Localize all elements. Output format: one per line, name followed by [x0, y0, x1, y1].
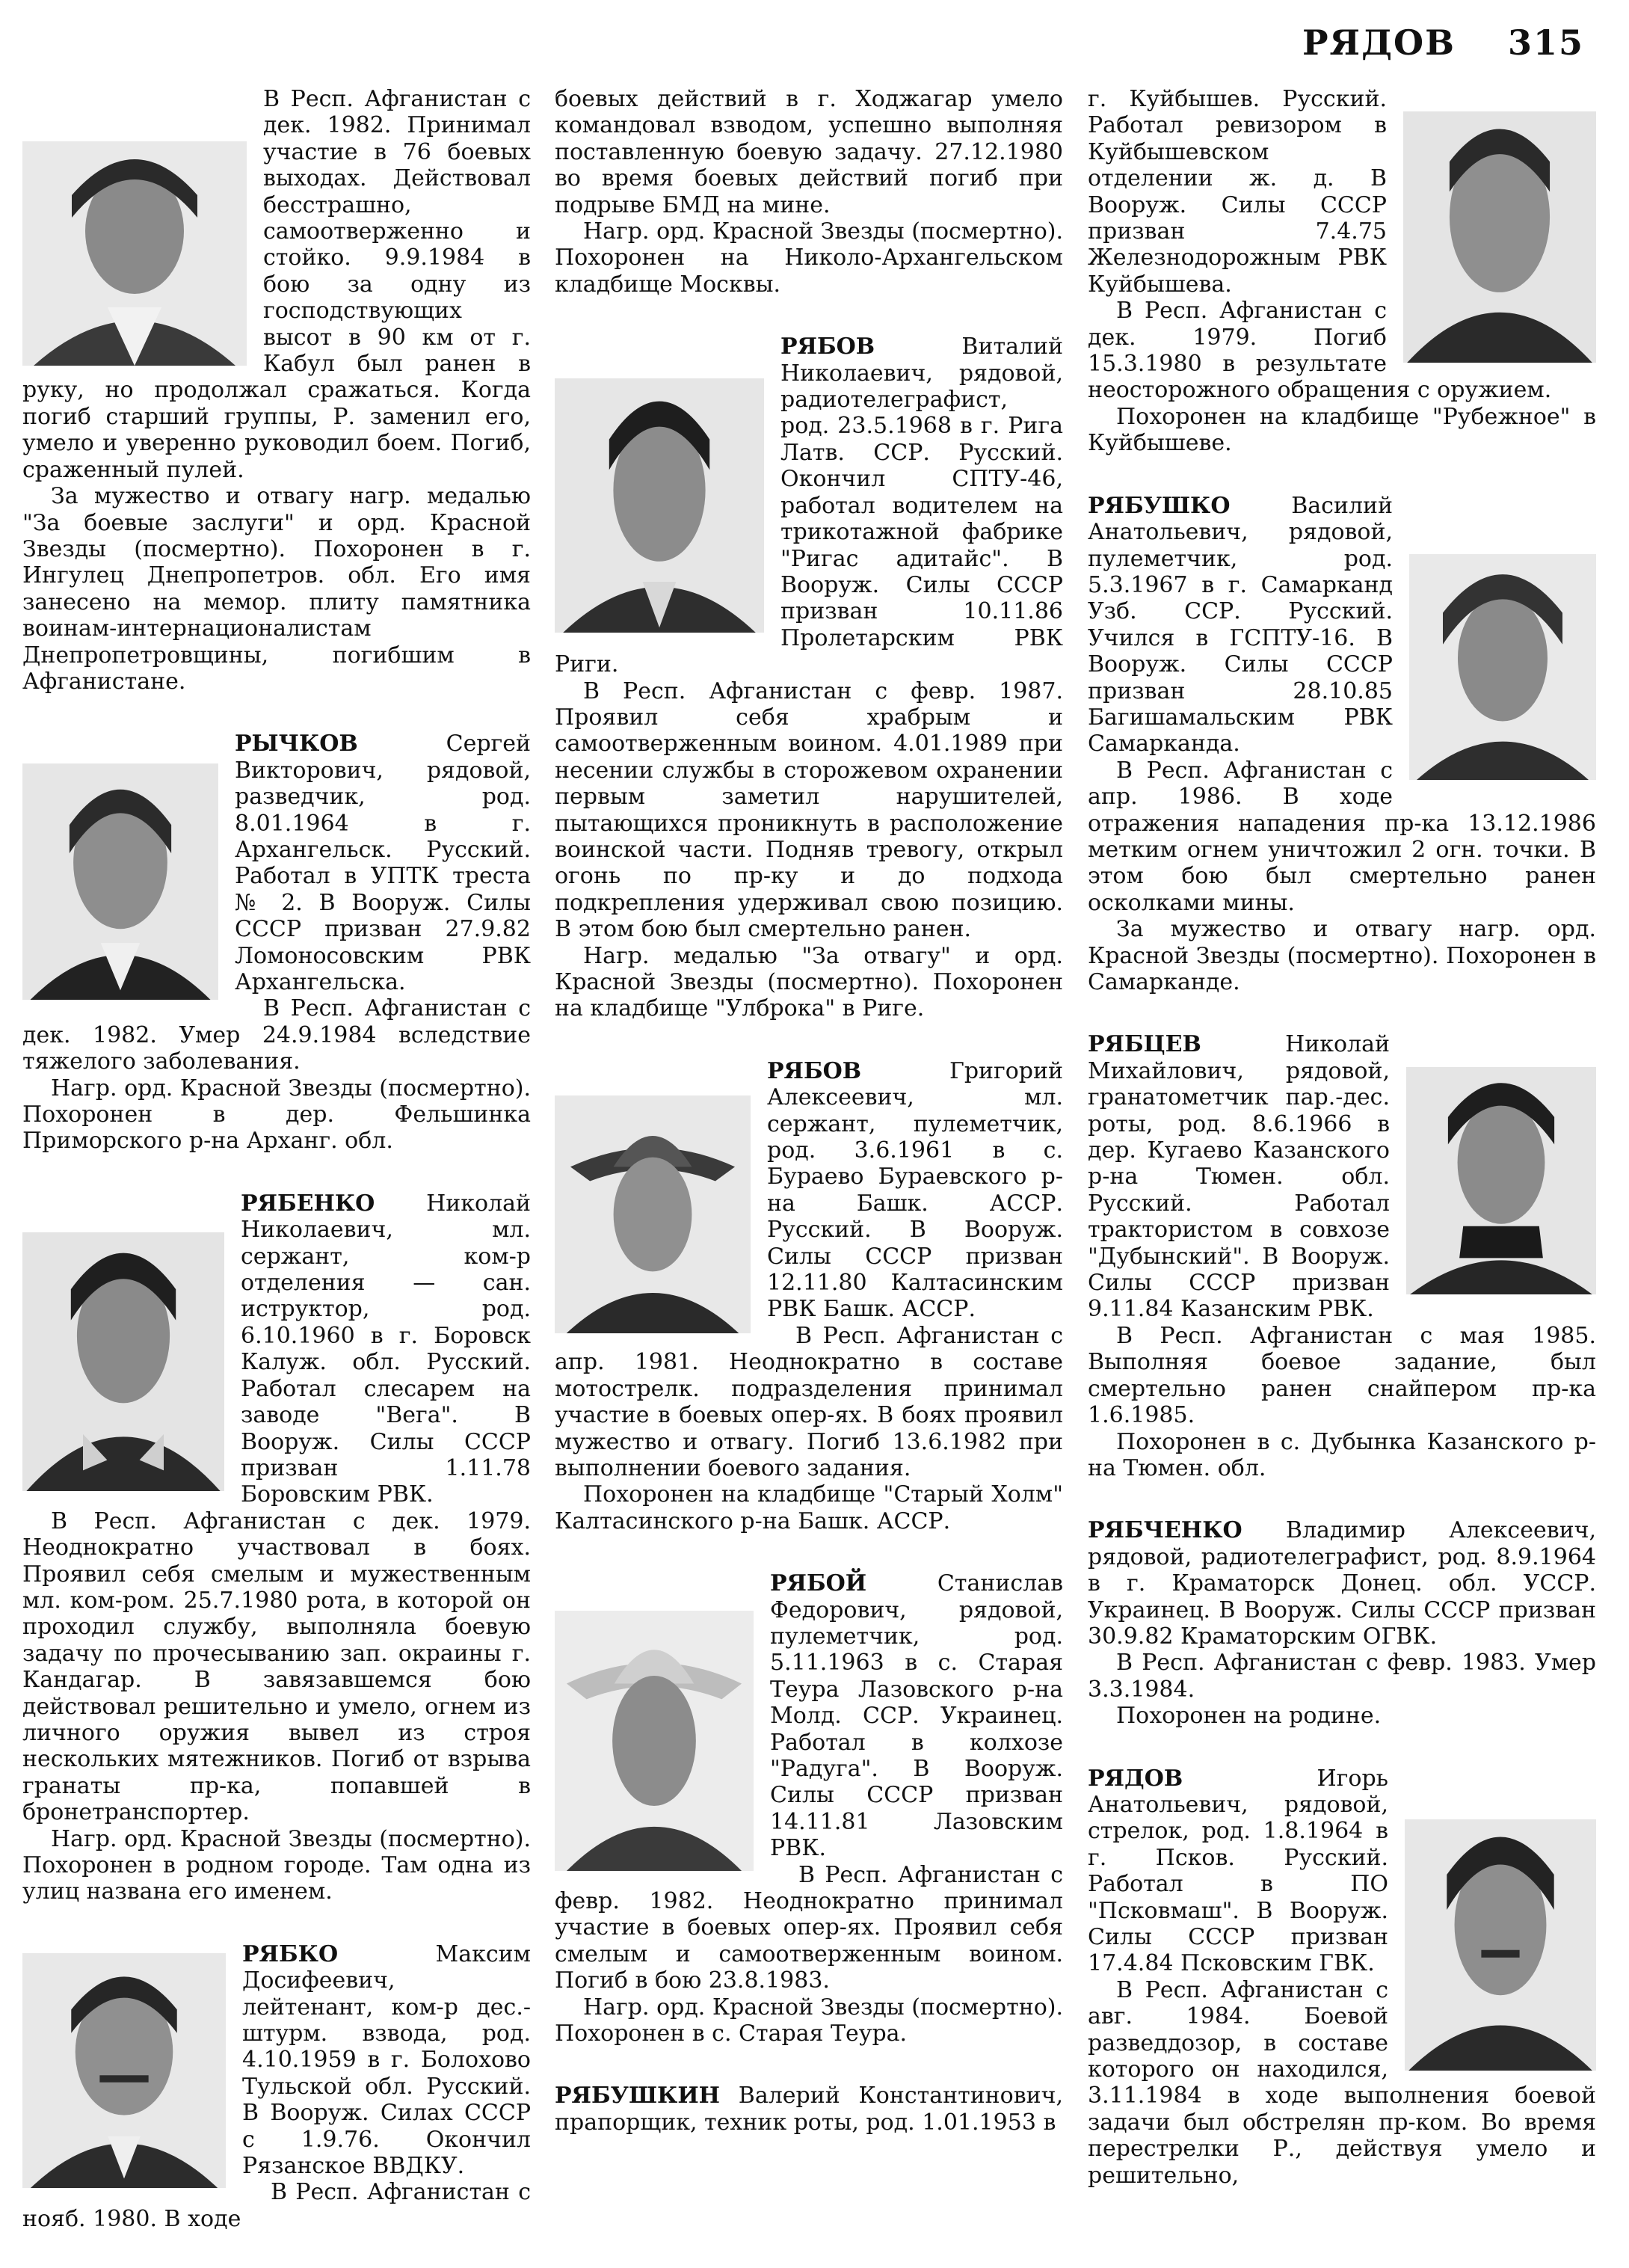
entry-head: Григорий Алексеевич, мл. сержант, пулеметчик, род. 3.6.1961 в с. Бураево Бураевского р-на Башк. АССР. Русский. В Вооруж. Силы СССР призван 12.11.80 Калтасинским РВК Башк. АССР.	[767, 1057, 1063, 1323]
paragraph: В Респ. Афганистан с дек. 1979. Погиб 15.3.1980 в результате неосторожного обращения с оружием.	[1088, 298, 1552, 404]
column-3	[1088, 86, 1596, 2225]
entry-head: Максим Досифеевич, лейтенант, ком-р дес.-штурм. взвода, род. 4.10.1959 в г. Болохово Тульской обл. Русский. В Вооруж. Силах СССР с 1.9.76. Окончил Рязанское ВВДКУ.	[242, 1940, 531, 2180]
entry-ryaboy	[555, 1570, 1063, 2047]
paragraph: В Респ. Афганистан с авг. 1984. Боевой разведдозор, в составе которого он находился, 3.11.1984 в ходе выполнения боевой задачи был обстрелян пр-ком. Во время перестрелки Р., действуя умело и решительно,	[1088, 1976, 1596, 2189]
entry-surname: РЯБУШКО	[1088, 492, 1231, 519]
entry-ryabtsev	[1088, 1031, 1596, 1481]
paragraph: Нагр. орд. Красной Звезды (посмертно). Похоронен в с. Старая Теура.	[555, 1994, 1063, 2047]
portrait-photo	[1409, 554, 1596, 780]
paragraph: В Респ. Афганистан с нояб. 1980. В ходе	[22, 2179, 531, 2232]
column-2	[555, 86, 1063, 2172]
entry-ryabov-grigoriy	[555, 1058, 1063, 1534]
portrait-photo	[22, 1953, 226, 2188]
entry-surname: РЯДОВ	[1088, 1765, 1183, 1792]
paragraph: Похоронен на кладбище "Рубежное" в Куйбышеве.	[1088, 403, 1596, 457]
portrait-photo	[1405, 1819, 1596, 2071]
entry-head: Валерий Константинович, прапорщик, техник роты, род. 1.01.1953 в	[555, 2083, 1063, 2136]
portrait-photo	[555, 1095, 751, 1333]
paragraph: В Респ. Афганистан с дек. 1982. Умер 24.9.1984 вследствие тяжелого заболевания.	[22, 995, 531, 1075]
entry-head: Виталий Николаевич, рядовой, радиотелеграфист, род. 23.5.1968 в г. Рига Латв. ССР. Русский. Окончил СПТУ-46, работал водителем на трикотажной фабрике "Ригас адитайс". В Вооруж. Силы СССР призван 10.11.86 Пролетарским РВК Риги.	[555, 334, 1063, 678]
paragraph: В Респ. Афганистан с дек. 1979. Неоднократно участвовал в боях. Проявил себя смелым и мужественным мл. ком-ром. 25.7.1980 рота, в которой он проходил службу, выполняла боевую задачу по прочесыванию зап. окраины г. Кандагар. В завязавшемся бою действовал решительно и умело, огнем из личного оружия вывел из строя нескольких мятежников. Погиб от взрыва гранаты пр-ка, попавшей в бронетранспортер.	[22, 1508, 531, 1826]
entry-surname: РЯБЦЕВ	[1088, 1031, 1201, 1058]
paragraph: В Респ. Афганистан с февр. 1983. Умер 3.3.1984.	[1088, 1650, 1596, 1703]
paragraph: В Респ. Афганистан с мая 1985. Выполняя боевое задание, был смертельно ранен снайпером пр-ка 1.6.1985.	[1088, 1322, 1596, 1429]
entry-ryabov-vitaliy	[555, 334, 1063, 1022]
entry-head: Игорь Анатольевич, рядовой, стрелок, род. 1.8.1964 в г. Псков. Русский. Работал в ПО "Псковмаш". В Вооруж. Силы СССР призван 17.4.84 Псковским ГВК.	[1088, 1765, 1388, 1977]
running-head	[1302, 22, 1584, 63]
entry-surname: РЯБОВ	[780, 334, 875, 360]
entry-head: Владимир Алексеевич, рядовой, радиотелеграфист, род. 8.9.1964 в г. Краматорск Донец. обл. УССР. Украинец. В Вооруж. Силы СССР призван 30.9.82 Краматорским ОГВК.	[1088, 1517, 1596, 1650]
paragraph: Нагр. орд. Красной Звезды (посмертно). Похоронен на Николо-Архангельском кладбище Москвы.	[555, 218, 1063, 298]
paragraph: В Респ. Афганистан с апр. 1986. В ходе отражения нападения пр-ка 13.12.1986 метким огнем уничтожил 2 огн. точки. В этом бою был смертельно ранен осколками мины.	[1088, 757, 1596, 916]
entry-head: Николай Николаевич, мл. сержант, ком-р отделения — сан. иструктор, род. 6.10.1960 в г. Боровск Калуж. обл. Русский. Работал слесарем на заводе "Вега". В Вооруж. Силы СССР призван 1.11.78 Боровским РВК.	[241, 1190, 531, 1508]
paragraph: Похоронен на кладбище "Старый Холм" Калтасинского р-на Башк. АССР.	[555, 1481, 1063, 1534]
portrait-photo	[22, 1232, 224, 1491]
entry-head: Николай Михайлович, рядовой, гранатометчик пар.-дес. роты, род. 8.6.1966 в дер. Кугаево Казанского р-на Тюмен. обл. Русский. Работал трактористом в совхозе "Дубынский". В Вооруж. Силы СССР призван 9.11.84 Казанским РВК.	[1088, 1031, 1390, 1323]
paragraph: Похоронен на родине.	[1116, 1703, 1382, 1730]
entry-head: Станислав Федорович, рядовой, пулеметчик, род. 5.11.1963 в с. Старая Теура Лазовского р-на Молд. ССР. Украинец. Работал в колхозе "Радуга". В Вооруж. Силы СССР призван 14.11.81 Лазовским РВК.	[770, 1570, 1063, 1862]
paragraph: В Респ. Афганистан с апр. 1981. Неоднократно в составе мотострелк. подразделения принимал участие в боевых опер-ях. В боях проявил мужество и отвагу. Погиб 13.6.1982 при выполнении боевого задания.	[555, 1322, 1063, 1481]
portrait-photo	[555, 1611, 754, 1871]
entry-ryabushko	[1088, 493, 1596, 996]
entry-ryabchenko	[1088, 1517, 1596, 1729]
entry-surname: РЯБОВ	[767, 1057, 862, 1084]
entry-ryadov	[1088, 1765, 1596, 2189]
paragraph: За мужество и отвагу нагр. медалью "За боевые заслуги" и орд. Красной Звезды (посмертно). Похоронен в г. Ингулец Днепропетров. обл. Его имя занесено на мемор. плиту памятника воинам-интернационалистам Днепропетровщины, погибшим в Афганистане.	[22, 483, 531, 695]
entry-surname: РЯБЧЕНКО	[1088, 1517, 1242, 1544]
entry-continued	[1088, 86, 1596, 457]
column-1	[22, 86, 531, 2268]
portrait-photo	[1406, 1067, 1596, 1294]
paragraph: боевых действий в г. Ходжагар умело командовал взводом, успешно выполняя поставленную боевую задачу. 27.12.1980 во время боевых действий погиб при подрыве БМД на мине.	[555, 86, 1063, 218]
portrait-photo	[555, 378, 764, 633]
paragraph: Нагр. орд. Красной Звезды (посмертно). Похоронен в родном городе. Там одна из улиц названа его именем.	[22, 1825, 531, 1905]
paragraph: В Респ. Афганистан с дек. 1982. Принимал участие в 76 боевых выходах. Действовал бесстрашно, самоотверженно и стойко. 9.9.1984 в бою за одну из господствующих высот в 90 км от г. Кабул был ранен в руку, но продолжал сражаться. Когда погиб старший группы, Р. заменил его, умело и уверенно руководил боем. Погиб, сраженный пулей.	[22, 86, 531, 483]
running-head-title: РЯДОВ	[1302, 22, 1456, 63]
entry-continued	[22, 86, 531, 695]
entry-ryabushkin	[555, 2083, 1063, 2136]
entry-surname: РЫЧКОВ	[235, 731, 358, 757]
entry-head: Василий Анатольевич, рядовой, пулеметчик, род. 5.3.1967 в г. Самарканд Узб. ССР. Русский. Учился в ГСПТУ-16. В Вооруж. Силы СССР призван 28.10.85 Багишамальским РВК Самарканда.	[1088, 492, 1393, 757]
entry-rychkov	[22, 731, 531, 1155]
paragraph: Нагр. орд. Красной Звезды (посмертно). Похоронен в дер. Фельшинка Приморского р-на Арханг. обл.	[22, 1075, 531, 1155]
paragraph: Похоронен в с. Дубынка Казанского р-на Тюмен. обл.	[1088, 1428, 1596, 1481]
entry-surname: РЯБЕНКО	[241, 1190, 375, 1217]
entry-surname: РЯБКО	[242, 1940, 339, 1967]
entry-head: Сергей Викторович, рядовой, разведчик, род. 8.01.1964 в г. Архангельск. Русский. Работал в УПТК треста № 2. В Вооруж. Силы СССР призван 27.9.82 Ломоносовским РВК Архангельска.	[235, 731, 531, 995]
page-number: 315	[1507, 22, 1584, 63]
portrait-photo	[22, 763, 218, 1000]
entry-ryabenko	[22, 1190, 531, 1905]
paragraph: За мужество и отвагу нагр. орд. Красной Звезды (посмертно). Похоронен в Самарканде.	[1088, 916, 1596, 995]
entry-ryabko	[22, 1941, 531, 2232]
entry-surname: РЯБОЙ	[770, 1570, 867, 1597]
entry-surname: РЯБУШКИН	[555, 2083, 721, 2109]
paragraph: В Респ. Афганистан с февр. 1987. Проявил себя храбрым и самоотверженным воином. 4.01.1989 при несении службы в сторожевом охранении первым заметил нарушителей, пытающихся проникнуть в расположение воинской части. Подняв тревогу, открыл огонь по пр-ку и до подхода подкрепления удерживал свою позицию. В этом бою был смертельно ранен.	[555, 677, 1063, 943]
paragraph: В Респ. Афганистан с февр. 1982. Неоднократно принимал участие в боевых опер-ях. Проявил себя смелым и самоотверженным воином. Погиб в бою 23.8.1983.	[555, 1861, 1063, 1994]
portrait-photo	[1403, 111, 1596, 363]
paragraph: Нагр. медалью "За отвагу" и орд. Красной Звезды (посмертно). Похоронен на кладбище "Улброка" в Риге.	[555, 942, 1063, 1022]
entry-continued	[555, 86, 1063, 298]
portrait-photo	[22, 141, 247, 366]
entry-head: г. Куйбышев. Русский. Работал ревизором в Куйбышевском отделении ж. д. В Вооруж. Силы СССР призван 7.4.75 Железнодорожным РВК Куйбышева.	[1088, 86, 1387, 298]
